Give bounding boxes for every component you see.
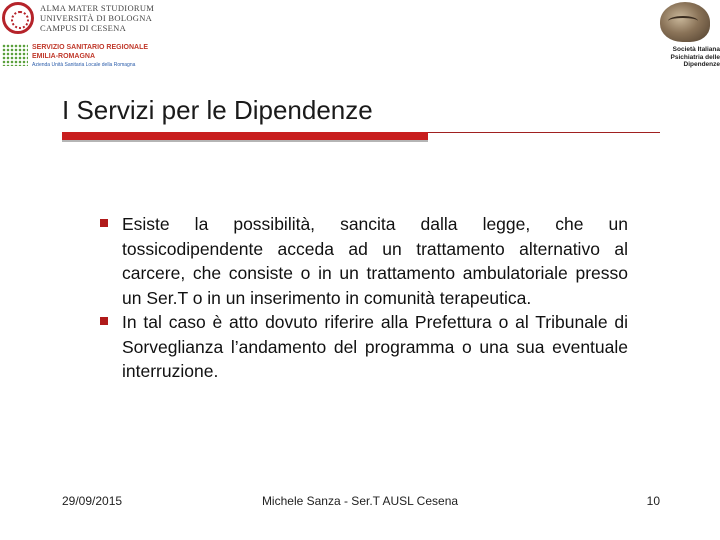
unibo-logo — [0, 0, 155, 38]
sipd-line-1: Società Italiana — [672, 46, 720, 53]
sipd-emblem-icon — [660, 2, 710, 42]
sipd-logo — [650, 0, 720, 70]
unibo-line-3: CAMPUS DI CESENA — [40, 23, 127, 33]
bullet-item — [100, 310, 628, 384]
ssr-line-3: Azienda Unità Sanitaria Locale della Romagna — [32, 62, 136, 68]
sipd-line-2: Psichiatria delle — [670, 53, 720, 61]
bullet-item — [100, 212, 628, 310]
ssr-logo — [0, 40, 149, 70]
unibo-line-2: UNIVERSITÀ DI BOLOGNA — [40, 13, 153, 23]
footer-date: 29/09/2015 — [62, 494, 123, 508]
unibo-seal-icon — [2, 2, 34, 34]
sipd-line-3: Dipendenze — [683, 61, 720, 68]
ssr-logo-text — [32, 43, 148, 69]
unibo-logo-text — [40, 3, 154, 33]
slide-title: I Servizi per le Dipendenze — [62, 95, 373, 125]
unibo-line-1: ALMA MATER STUDIORUM — [40, 3, 155, 13]
title-underline-thin — [428, 132, 660, 133]
sipd-logo-text — [654, 46, 720, 69]
bullet-text: Esiste la possibilità, sancita dalla legge, che un tossicodipendente acceda ad un trattamento alternativo al carcere, che consiste o in un trattamento ambulatoriale presso un Ser.T o in un inserimento in comunità terapeutica. — [122, 214, 628, 308]
square-bullet-icon — [100, 219, 108, 227]
square-bullet-icon — [100, 317, 108, 325]
ssr-line-2: EMILIA-ROMAGNA — [32, 53, 95, 60]
ssr-line-1: SERVIZIO SANITARIO REGIONALE — [32, 44, 149, 51]
slide-content — [100, 212, 628, 384]
bullet-text: In tal caso è atto dovuto riferire alla Prefettura o al Tribunale di Sorveglianza l’andamento del programma o una sua eventuale interruzione. — [122, 312, 628, 381]
footer-author: Michele Sanza - Ser.T AUSL Cesena — [261, 494, 459, 508]
title-underline-shadow — [62, 140, 428, 142]
page-number: 10 — [646, 494, 660, 508]
ssr-dot-grid-icon — [2, 44, 28, 66]
